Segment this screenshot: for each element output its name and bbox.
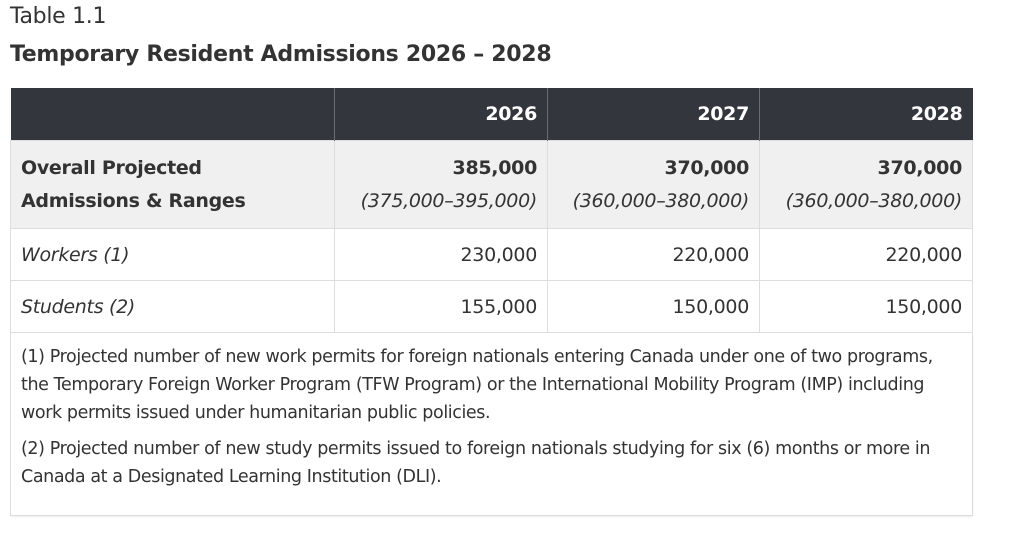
overall-range: (375,000–395,000) (360, 189, 537, 212)
overall-range: (360,000–380,000) (572, 189, 749, 212)
table-caption: Table 1.1 (10, 4, 107, 29)
row-label: Students (2) (11, 281, 335, 333)
table-row-students (11, 281, 973, 333)
overall-total: 370,000 (664, 156, 749, 179)
admissions-table (10, 88, 973, 516)
header-cell-2028: 2028 (760, 88, 973, 141)
row-value-2028: 150,000 (760, 281, 973, 333)
row-value-2027: 150,000 (548, 281, 760, 333)
footnote-2: (2) Projected number of new study permits issued to foreign nationals studying for six (6) months or more in Canada at a Designated Learning Institution (DLI). (21, 439, 931, 487)
row-label: Workers (1) (11, 229, 335, 281)
table-title: Temporary Resident Admissions 2026 – 2028 (10, 42, 552, 67)
header-cell-empty (11, 88, 335, 141)
overall-total: 385,000 (452, 156, 537, 179)
table-row-workers (11, 229, 973, 281)
header-cell-2027: 2027 (548, 88, 760, 141)
footnote-1: (1) Projected number of new work permits for foreign nationals entering Canada under one of two programs, the Temporary Foreign Worker Program (TFW Program) or the International Mobility Program (IMP) including work permits issued under humanitarian public policies. (21, 347, 933, 423)
row-value-2026: 155,000 (335, 281, 548, 333)
footnotes-cell (11, 333, 973, 516)
overall-cell-2028 (760, 141, 973, 229)
table-header-row (11, 88, 973, 141)
row-value-2026: 230,000 (335, 229, 548, 281)
row-value-2028: 220,000 (760, 229, 973, 281)
overall-cell-2027 (548, 141, 760, 229)
overall-total: 370,000 (877, 156, 962, 179)
overall-range: (360,000–380,000) (785, 189, 962, 212)
overall-cell-2026 (335, 141, 548, 229)
overall-row (11, 141, 973, 229)
row-value-2027: 220,000 (548, 229, 760, 281)
footnotes-row (11, 333, 973, 516)
header-cell-2026: 2026 (335, 88, 548, 141)
overall-label: Overall Projected Admissions & Ranges (11, 141, 335, 229)
